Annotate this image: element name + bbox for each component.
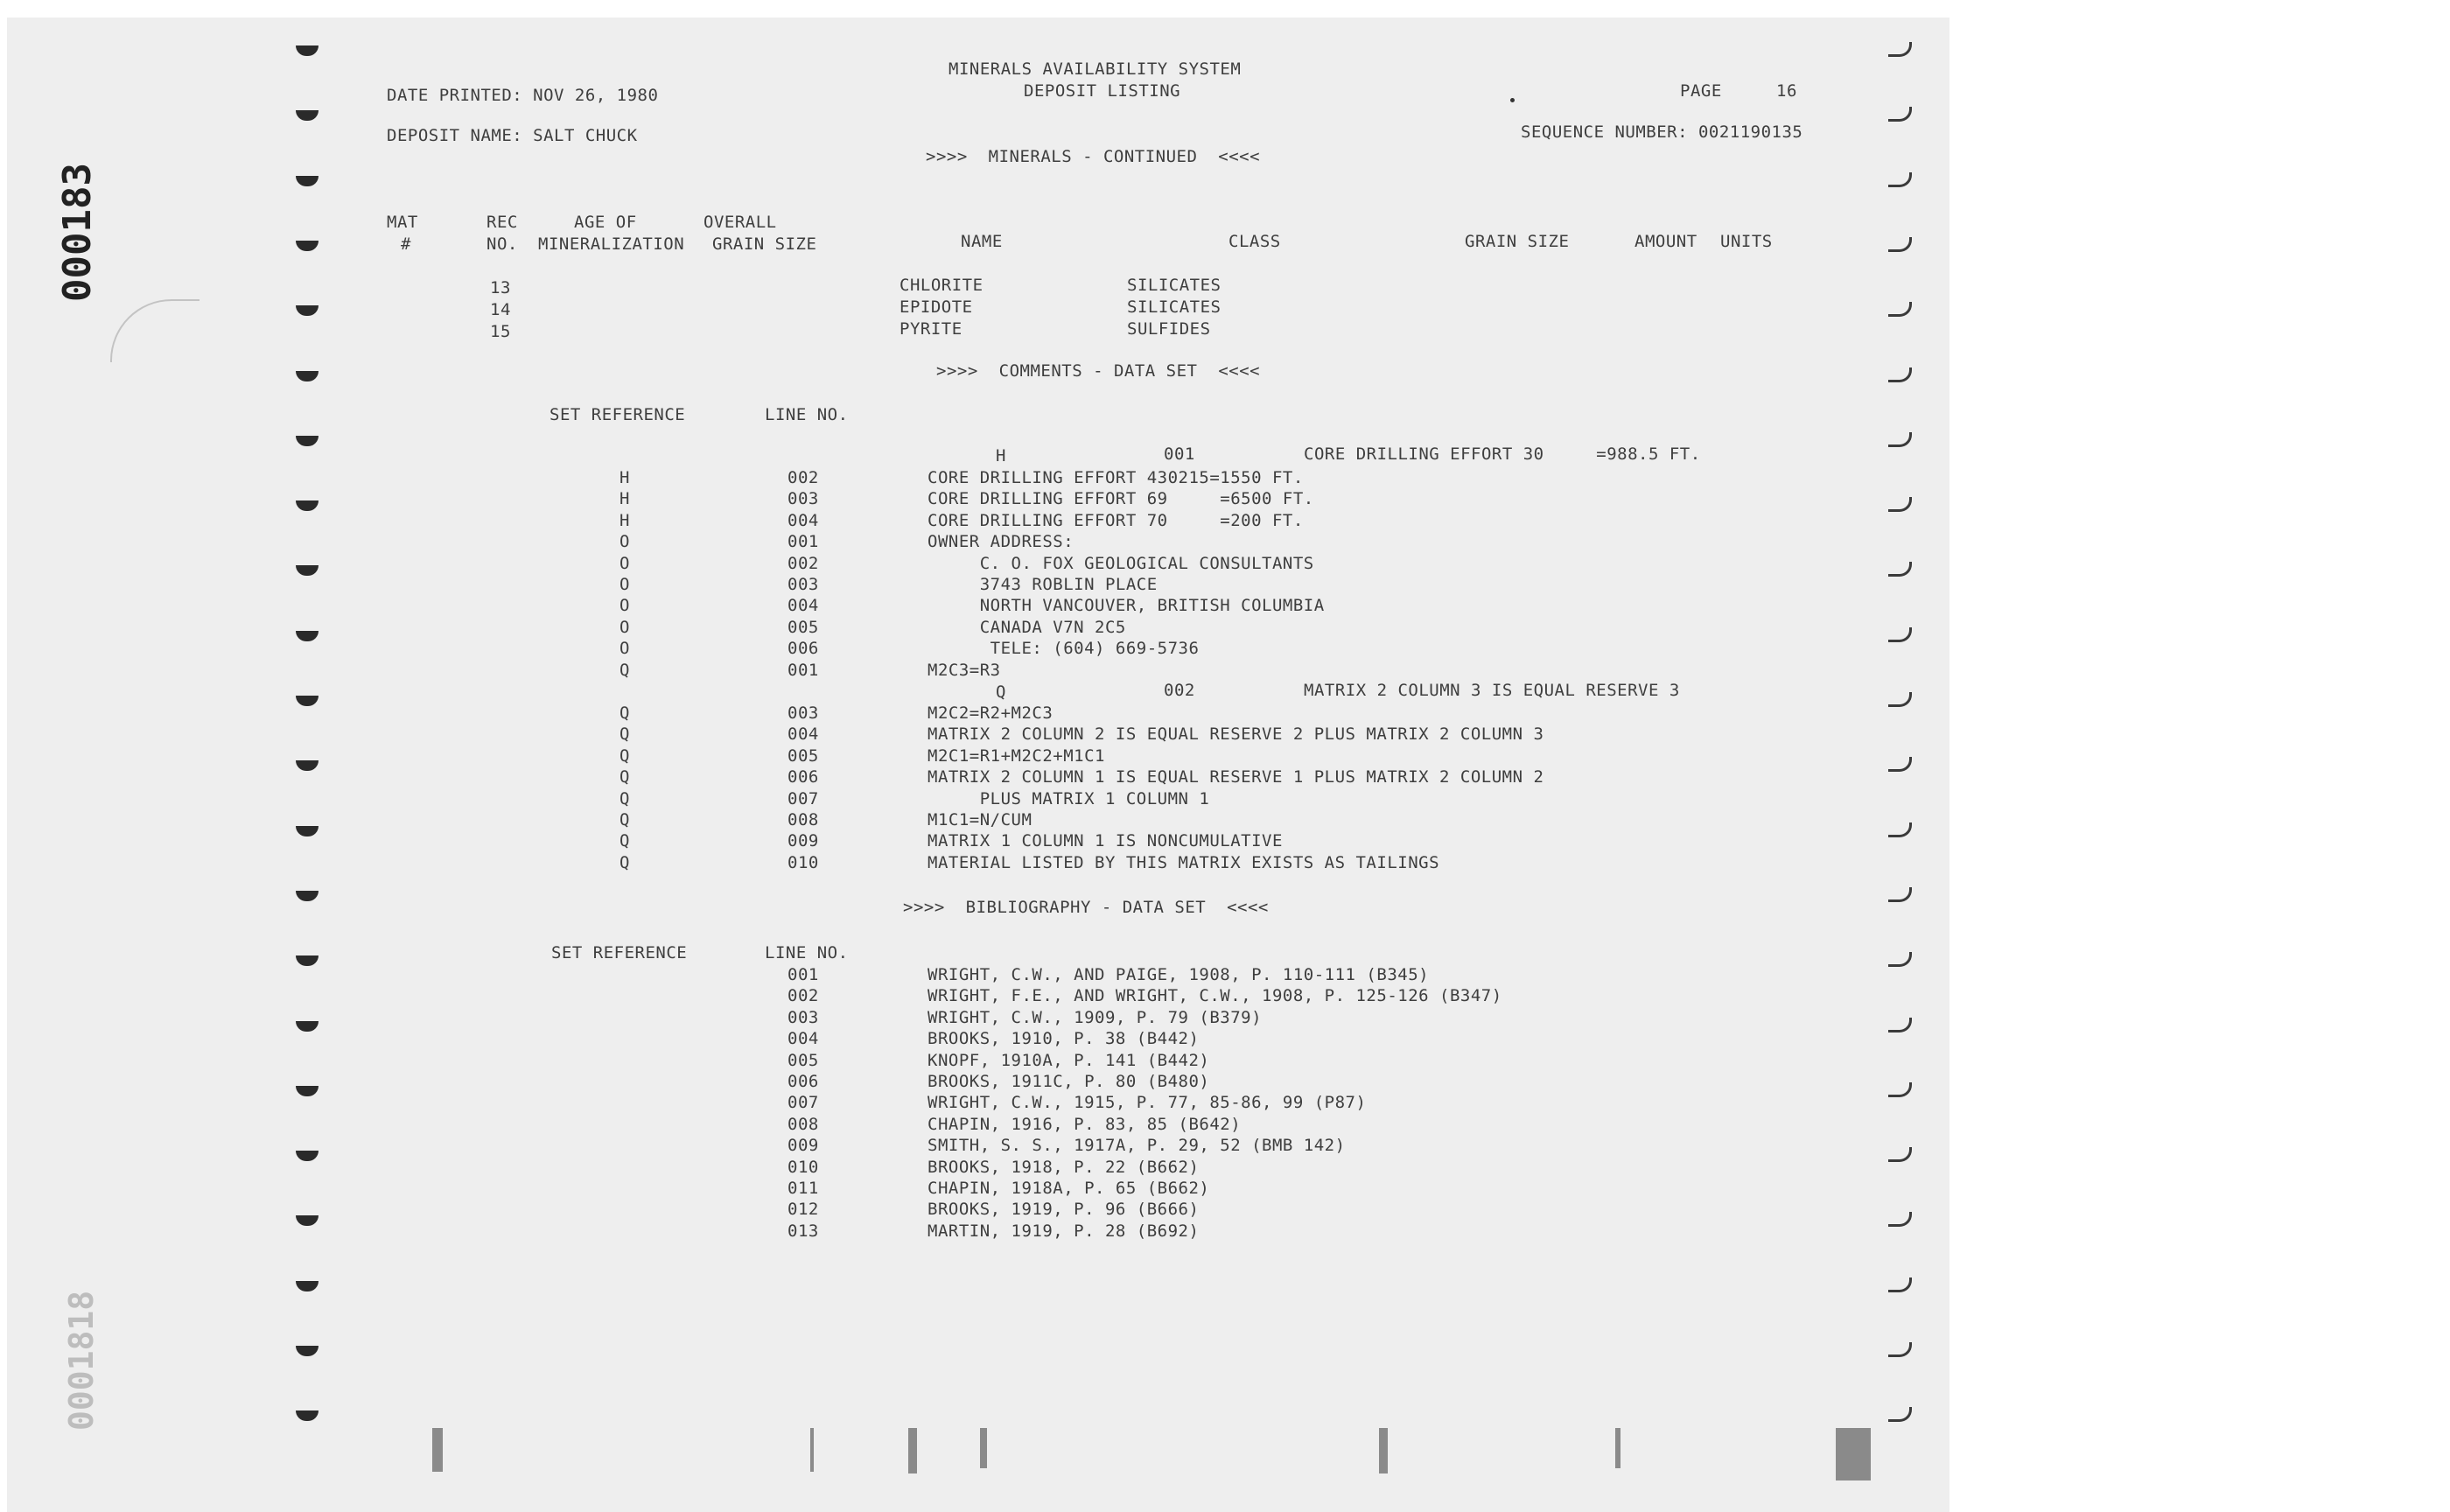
tractor-feed-hole [296, 1021, 318, 1032]
comment-text: CORE DRILLING EFFORT 69 =6500 FT. [928, 489, 1314, 509]
comment-line-no: 004 [788, 724, 819, 745]
comment-set-reference: Q [620, 831, 630, 851]
comment-line-no: 004 [788, 510, 819, 530]
tractor-feed-hole [296, 891, 318, 901]
mineral-class: SULFIDES [1127, 319, 1211, 339]
bibliography-text: CHAPIN, 1918A, P. 65 (B662) [928, 1179, 1210, 1198]
comment-set-reference: O [620, 617, 630, 637]
tractor-feed-hole [296, 305, 318, 316]
comment-text: CORE DRILLING EFFORT 430215=1550 FT. [928, 468, 1304, 487]
tractor-feed-hole [296, 1346, 318, 1356]
bibliography-text: BROOKS, 1910, P. 38 (B442) [928, 1029, 1200, 1049]
comment-text: CORE DRILLING EFFORT 30 =988.5 FT. [1304, 444, 1701, 464]
comment-set-reference: H [620, 510, 630, 530]
comment-set-reference: Q [620, 704, 630, 723]
comment-set-reference: Q [620, 788, 630, 808]
scan-mark [110, 299, 200, 362]
tractor-feed-hole [1888, 822, 1912, 837]
printout-page [7, 18, 1950, 1512]
comments-line-no-header: LINE NO. [765, 405, 849, 424]
comments-section-title: >>>> COMMENTS - DATA SET <<<< [936, 361, 1261, 381]
margin-document-number: 000183 [55, 163, 100, 302]
comment-text: MATRIX 2 COLUMN 3 IS EQUAL RESERVE 3 [1304, 681, 1680, 700]
comment-text: PLUS MATRIX 1 COLUMN 1 [928, 788, 1210, 808]
comment-line-no: 009 [788, 831, 819, 851]
comment-set-reference: Q [620, 767, 630, 788]
comment-line-no: 006 [788, 767, 819, 788]
comment-set-reference: O [620, 639, 630, 659]
bibliography-section-title: >>>> BIBLIOGRAPHY - DATA SET <<<< [903, 898, 1269, 917]
bibliography-line-no: 003 [788, 1007, 819, 1027]
scan-artifact [1615, 1428, 1620, 1468]
bibliography-text: WRIGHT, F.E., AND WRIGHT, C.W., 1908, P. 125-126 (B347) [928, 986, 1502, 1006]
mineral-name: EPIDOTE [900, 298, 973, 317]
comment-set-reference: O [620, 532, 630, 552]
comment-set-reference: O [620, 596, 630, 616]
tractor-feed-hole [296, 176, 318, 186]
tractor-feed-hole [1888, 1278, 1912, 1292]
system-title: MINERALS AVAILABILITY SYSTEM [948, 60, 1242, 79]
margin-faint-number: 0001818 [62, 1290, 101, 1431]
bibliography-text: SMITH, S. S., 1917A, P. 29, 52 (BMB 142) [928, 1136, 1346, 1156]
comment-text: MATRIX 2 COLUMN 2 IS EQUAL RESERVE 2 PLUS MATRIX 2 COLUMN 3 [928, 724, 1544, 745]
tractor-feed-hole [296, 500, 318, 511]
tractor-feed-hole [1888, 237, 1912, 252]
tractor-feed-hole [296, 760, 318, 771]
comment-line-no: 001 [788, 532, 819, 552]
comment-line-no: 005 [788, 617, 819, 637]
comment-line-no: 002 [788, 553, 819, 573]
tractor-feed-hole [296, 1215, 318, 1226]
comment-set-reference: O [620, 553, 630, 573]
col-header-rec: REC [486, 213, 518, 232]
date-printed: DATE PRINTED: NOV 26, 1980 [387, 86, 659, 105]
tractor-feed-hole [1888, 42, 1912, 57]
bibliography-line-no: 001 [788, 965, 819, 984]
bibliography-line-no-header: LINE NO. [765, 943, 849, 962]
page-label: PAGE [1680, 81, 1722, 101]
bibliography-text: BROOKS, 1918, P. 22 (B662) [928, 1157, 1200, 1177]
mineral-name: CHLORITE [900, 276, 984, 295]
comment-text: NORTH VANCOUVER, BRITISH COLUMBIA [928, 596, 1325, 616]
comment-text: MATRIX 1 COLUMN 1 IS NONCUMULATIVE [928, 831, 1283, 851]
tractor-feed-hole [1888, 432, 1912, 447]
sequence-number: SEQUENCE NUMBER: 0021190135 [1521, 122, 1803, 142]
col-header-amount: AMOUNT [1634, 232, 1698, 251]
comment-line-no: 003 [788, 575, 819, 594]
comment-set-reference: Q [620, 852, 630, 872]
col-header-age: AGE OF [574, 213, 637, 232]
mineral-rec: 14 [490, 300, 511, 319]
comment-set-reference: Q [620, 810, 630, 830]
listing-title: DEPOSIT LISTING [1024, 81, 1181, 101]
comment-text: TELE: (604) 669-5736 [928, 639, 1200, 659]
mineral-class: SILICATES [1127, 298, 1222, 317]
tractor-feed-hole [296, 1086, 318, 1096]
tractor-feed-hole [296, 241, 318, 251]
comment-text: MATRIX 2 COLUMN 1 IS EQUAL RESERVE 1 PLUS MATRIX 2 COLUMN 2 [928, 767, 1544, 788]
comment-line-no: 002 [1164, 681, 1195, 700]
bibliography-text: CHAPIN, 1916, P. 83, 85 (B642) [928, 1114, 1242, 1134]
tractor-feed-hole [1888, 627, 1912, 642]
bibliography-text: KNOPF, 1910A, P. 141 (B442) [928, 1050, 1210, 1070]
mineral-name: PYRITE [900, 319, 962, 339]
col-header-grain-size: GRAIN SIZE [1465, 232, 1570, 251]
tractor-feed-hole [1888, 1342, 1912, 1357]
col-header-overall: OVERALL [704, 213, 777, 232]
bibliography-line-no: 004 [788, 1029, 819, 1049]
comment-text: M1C1=N/CUM [928, 810, 1032, 830]
scan-artifact [432, 1428, 443, 1472]
comment-line-no: 003 [788, 704, 819, 723]
comment-text: MATERIAL LISTED BY THIS MATRIX EXISTS AS TAILINGS [928, 852, 1440, 872]
tractor-feed-hole [1888, 952, 1912, 967]
col-header-mat-hash: # [401, 234, 411, 254]
print-speck [1510, 98, 1515, 102]
tractor-feed-hole [296, 1151, 318, 1161]
scan-artifact [1836, 1428, 1871, 1480]
bibliography-line-no: 002 [788, 986, 819, 1006]
tractor-feed-hole [296, 1410, 318, 1421]
bibliography-line-no: 009 [788, 1136, 819, 1156]
tractor-feed-hole [296, 631, 318, 641]
comment-text: 3743 ROBLIN PLACE [928, 575, 1158, 594]
comment-line-no: 005 [788, 746, 819, 766]
tractor-feed-hole [1888, 757, 1912, 772]
comment-set-reference: Q [620, 660, 630, 680]
bibliography-line-no: 010 [788, 1157, 819, 1177]
tractor-feed-hole [1888, 368, 1912, 382]
mineral-rec: 13 [490, 278, 511, 298]
comment-text: M2C1=R1+M2C2+M1C1 [928, 746, 1105, 766]
deposit-name: DEPOSIT NAME: SALT CHUCK [387, 126, 638, 145]
col-header-mat: MAT [387, 213, 418, 232]
mineral-rec: 15 [490, 322, 511, 341]
bibliography-set-reference-header: SET REFERENCE [551, 943, 688, 962]
tractor-feed-hole [1888, 1407, 1912, 1422]
bibliography-line-no: 012 [788, 1200, 819, 1220]
col-header-overall-grain-size: GRAIN SIZE [712, 234, 817, 254]
bibliography-line-no: 007 [788, 1093, 819, 1113]
tractor-feed-hole [296, 826, 318, 836]
bibliography-text: MARTIN, 1919, P. 28 (B692) [928, 1221, 1200, 1241]
tractor-feed-hole [1888, 692, 1912, 707]
comment-set-reference: H [620, 489, 630, 509]
tractor-feed-hole [1888, 887, 1912, 902]
tractor-feed-hole [1888, 1018, 1912, 1032]
bibliography-line-no: 006 [788, 1072, 819, 1091]
scan-artifact [1379, 1428, 1388, 1474]
bibliography-text: WRIGHT, C.W., 1909, P. 79 (B379) [928, 1007, 1263, 1027]
comment-set-reference: H [996, 446, 1006, 466]
bibliography-text: BROOKS, 1919, P. 96 (B666) [928, 1200, 1200, 1220]
tractor-feed-hole [1888, 497, 1912, 512]
comment-set-reference: Q [620, 724, 630, 745]
comment-text: M2C3=R3 [928, 660, 1001, 680]
comment-line-no: 008 [788, 810, 819, 830]
comment-text: C. O. FOX GEOLOGICAL CONSULTANTS [928, 553, 1314, 573]
scan-artifact [810, 1428, 814, 1472]
tractor-feed-hole [296, 371, 318, 382]
comment-line-no: 001 [788, 660, 819, 680]
comment-line-no: 001 [1164, 444, 1195, 464]
col-header-class: CLASS [1228, 232, 1281, 251]
mineral-class: SILICATES [1127, 276, 1222, 295]
comment-text: CANADA V7N 2C5 [928, 617, 1126, 637]
tractor-feed-hole [296, 436, 318, 446]
comment-set-reference: O [620, 575, 630, 594]
bibliography-line-no: 005 [788, 1050, 819, 1070]
tractor-feed-hole [1888, 107, 1912, 122]
comments-set-reference-header: SET REFERENCE [550, 405, 686, 424]
tractor-feed-hole [1888, 1212, 1912, 1227]
page-number: 16 [1776, 81, 1797, 101]
tractor-feed-hole [296, 696, 318, 706]
comment-set-reference: Q [620, 746, 630, 766]
tractor-feed-hole [296, 956, 318, 966]
bibliography-line-no: 008 [788, 1114, 819, 1134]
comment-set-reference: H [620, 468, 630, 487]
scan-artifact [908, 1428, 917, 1474]
tractor-feed-hole [296, 565, 318, 576]
comment-line-no: 004 [788, 596, 819, 616]
tractor-feed-hole [1888, 302, 1912, 317]
comment-line-no: 003 [788, 489, 819, 509]
col-header-mineralization: MINERALIZATION [538, 234, 685, 254]
comment-line-no: 002 [788, 468, 819, 487]
scan-artifact [980, 1428, 987, 1468]
tractor-feed-hole [296, 1281, 318, 1292]
col-header-name: NAME [961, 232, 1003, 251]
bibliography-text: BROOKS, 1911C, P. 80 (B480) [928, 1072, 1210, 1091]
bibliography-text: WRIGHT, C.W., 1915, P. 77, 85-86, 99 (P87) [928, 1093, 1367, 1113]
tractor-feed-hole [296, 46, 318, 56]
col-header-units: UNITS [1720, 232, 1773, 251]
comment-line-no: 010 [788, 852, 819, 872]
comment-line-no: 006 [788, 639, 819, 659]
bibliography-line-no: 011 [788, 1179, 819, 1198]
comment-text: M2C2=R2+M2C3 [928, 704, 1054, 723]
tractor-feed-hole [1888, 562, 1912, 577]
comment-set-reference: Q [996, 682, 1006, 702]
tractor-feed-hole [1888, 172, 1912, 187]
col-header-rec-no: NO. [486, 234, 518, 254]
bibliography-text: WRIGHT, C.W., AND PAIGE, 1908, P. 110-111 (B345) [928, 965, 1430, 984]
minerals-section-title: >>>> MINERALS - CONTINUED <<<< [926, 147, 1261, 166]
comment-text: OWNER ADDRESS: [928, 532, 1074, 552]
tractor-feed-hole [1888, 1147, 1912, 1162]
comment-text: CORE DRILLING EFFORT 70 =200 FT. [928, 510, 1304, 530]
tractor-feed-hole [296, 110, 318, 121]
tractor-feed-hole [1888, 1082, 1912, 1097]
comment-line-no: 007 [788, 788, 819, 808]
bibliography-line-no: 013 [788, 1221, 819, 1241]
